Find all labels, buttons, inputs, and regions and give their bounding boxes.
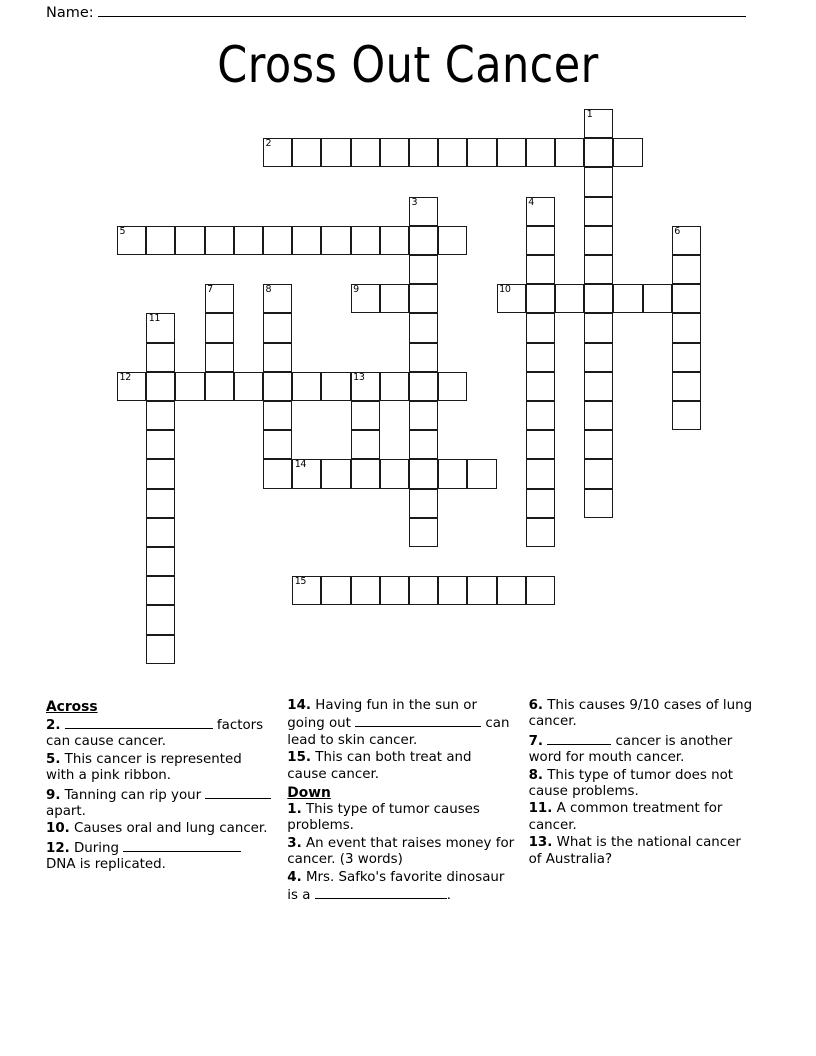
clue-number: 12. [46, 840, 70, 856]
clue-answer-blank[interactable] [315, 886, 447, 899]
grid-cell[interactable] [526, 138, 555, 167]
grid-cell[interactable] [321, 226, 350, 255]
clue-down-8 [529, 768, 756, 801]
grid-cell[interactable] [526, 518, 555, 547]
clue-answer-blank[interactable] [355, 714, 481, 727]
grid-cell[interactable] [555, 138, 584, 167]
clue-number: 5. [46, 751, 61, 767]
grid-cell[interactable] [380, 372, 409, 401]
clue-answer-blank[interactable] [205, 786, 271, 799]
grid-cell[interactable] [526, 430, 555, 459]
grid-cell[interactable] [263, 343, 292, 372]
clue-number: 15. [287, 750, 312, 766]
clue-text: This type of tumor causes problems. [287, 802, 480, 834]
grid-cell-numbered-8[interactable] [263, 284, 292, 313]
clue-column-3 [529, 698, 770, 948]
clue-text: cancer is another word for mouth cancer. [528, 733, 733, 766]
clue-answer-blank[interactable] [123, 839, 241, 852]
grid-cell[interactable] [146, 605, 175, 634]
grid-cell[interactable] [584, 138, 613, 167]
grid-cell[interactable] [205, 343, 234, 372]
grid-cell[interactable] [467, 459, 496, 488]
grid-cell[interactable] [672, 343, 701, 372]
clue-number: 13. [528, 835, 553, 851]
grid-cell-numbered-6[interactable] [672, 226, 701, 255]
grid-cell-numbered-3[interactable] [409, 197, 438, 226]
grid-cell[interactable] [467, 138, 496, 167]
grid-cell[interactable] [380, 459, 409, 488]
grid-cell[interactable] [584, 197, 613, 226]
grid-cell[interactable] [351, 401, 380, 430]
grid-cell[interactable] [321, 138, 350, 167]
grid-cell[interactable] [234, 226, 263, 255]
grid-cell[interactable] [672, 372, 701, 401]
clue-down-6 [529, 698, 756, 731]
grid-cell[interactable] [205, 313, 234, 342]
grid-cell[interactable] [146, 635, 175, 664]
grid-cell[interactable] [263, 459, 292, 488]
grid-cell[interactable] [584, 226, 613, 255]
grid-cell[interactable] [409, 226, 438, 255]
grid-cell[interactable] [409, 518, 438, 547]
grid-cell[interactable] [234, 372, 263, 401]
grid-cell[interactable] [409, 489, 438, 518]
clue-text: Tanning can rip your [60, 787, 206, 803]
grid-cell-numbered-4[interactable] [526, 197, 555, 226]
clue-number: 7. [528, 733, 543, 749]
grid-cell[interactable] [526, 255, 555, 284]
grid-cell[interactable] [146, 343, 175, 372]
clue-text: can lead to skin cancer. [287, 716, 510, 748]
grid-cell[interactable] [672, 284, 701, 313]
clue-across-5 [46, 752, 273, 785]
clue-across-15 [287, 750, 514, 783]
clue-text: Mrs. Safko's favorite dinosaur is a [287, 869, 505, 904]
grid-cell[interactable] [584, 489, 613, 518]
clue-text: This can both treat and cause cancer. [287, 750, 472, 782]
down-section-heading: Down [287, 785, 331, 802]
clue-answer-blank[interactable] [547, 732, 611, 745]
clue-text: A common treatment for cancer. [528, 801, 723, 833]
grid-cell-numbered-11[interactable] [146, 313, 175, 342]
clue-down-7 [529, 732, 756, 767]
clue-text: This type of tumor does not cause problems. [528, 767, 734, 800]
cell-number-1: 1 [586, 109, 593, 120]
grid-cell[interactable] [643, 284, 672, 313]
grid-cell[interactable] [497, 576, 526, 605]
grid-cell[interactable] [438, 372, 467, 401]
clue-text: Causes oral and lung cancer. [69, 821, 268, 837]
clue-across-10 [46, 821, 273, 837]
cell-number-13: 13 [353, 371, 365, 383]
clue-number: 14. [287, 698, 312, 713]
clue-text: DNA is replicated. [46, 857, 166, 873]
clue-text: An event that raises money for cancer. (3 words) [287, 835, 515, 868]
grid-cell[interactable] [672, 401, 701, 430]
clue-text: . [446, 888, 451, 904]
grid-cell[interactable] [263, 226, 292, 255]
clue-number: 3. [287, 835, 302, 851]
cell-number-11: 11 [148, 313, 161, 325]
clue-across-12 [46, 839, 273, 874]
grid-cell-numbered-5[interactable] [117, 226, 146, 255]
grid-cell[interactable] [409, 372, 438, 401]
clue-number: 8. [528, 767, 543, 783]
grid-cell[interactable] [526, 372, 555, 401]
cell-number-9: 9 [353, 284, 359, 296]
grid-cell[interactable] [526, 284, 555, 313]
grid-cell[interactable] [146, 226, 175, 255]
grid-cell[interactable] [526, 576, 555, 605]
clue-across-2 [46, 716, 273, 751]
grid-cell[interactable] [146, 547, 175, 576]
grid-cell-numbered-13[interactable] [351, 372, 380, 401]
clue-across-9 [46, 786, 273, 821]
grid-cell[interactable] [146, 489, 175, 518]
clue-text: apart. [46, 804, 86, 820]
clue-number: 4. [287, 869, 302, 885]
grid-cell[interactable] [146, 576, 175, 605]
grid-cell[interactable] [438, 226, 467, 255]
grid-cell[interactable] [409, 430, 438, 459]
grid-cell-numbered-15[interactable] [292, 576, 321, 605]
grid-cell[interactable] [292, 372, 321, 401]
grid-cell[interactable] [146, 459, 175, 488]
grid-cell[interactable] [584, 401, 613, 430]
cell-number-3: 3 [411, 196, 418, 208]
grid-cell[interactable] [584, 255, 613, 284]
clue-down-1 [287, 802, 514, 835]
clue-down-13 [529, 835, 756, 868]
grid-cell[interactable] [146, 372, 175, 401]
clue-text: This causes 9/10 cases of lung cancer. [528, 698, 753, 730]
grid-cell-numbered-10[interactable] [497, 284, 526, 313]
grid-cell[interactable] [438, 576, 467, 605]
grid-cell-numbered-9[interactable] [351, 284, 380, 313]
grid-cell[interactable] [526, 313, 555, 342]
clue-column-1 [46, 698, 287, 948]
grid-cell[interactable] [584, 284, 613, 313]
cell-number-14: 14 [294, 459, 307, 471]
grid-cell[interactable] [409, 459, 438, 488]
cell-number-15: 15 [294, 576, 307, 588]
cell-number-7: 7 [207, 284, 213, 296]
grid-cell[interactable] [175, 372, 204, 401]
grid-cell[interactable] [526, 459, 555, 488]
grid-cell-numbered-14[interactable] [292, 459, 321, 488]
grid-cell[interactable] [584, 459, 613, 488]
grid-cell-numbered-2[interactable] [263, 138, 292, 167]
grid-cell-numbered-12[interactable] [117, 372, 146, 401]
grid-cell[interactable] [438, 138, 467, 167]
grid-cell[interactable] [351, 226, 380, 255]
cell-number-12: 12 [119, 371, 131, 383]
grid-cell[interactable] [321, 372, 350, 401]
cell-number-4: 4 [528, 196, 535, 208]
grid-cell[interactable] [497, 138, 526, 167]
grid-cell[interactable] [672, 313, 701, 342]
grid-cell[interactable] [351, 576, 380, 605]
clues-area [46, 698, 770, 948]
clue-down-3 [287, 836, 514, 869]
grid-cell[interactable] [175, 226, 204, 255]
clue-text: During [69, 840, 124, 856]
grid-cell[interactable] [263, 372, 292, 401]
clue-text: Having fun in the sun or going out [287, 698, 477, 732]
grid-cell[interactable] [584, 167, 613, 196]
clue-answer-blank[interactable] [65, 716, 213, 729]
page-title: Cross Out Cancer [217, 36, 599, 94]
grid-cell[interactable] [146, 430, 175, 459]
grid-cell[interactable] [467, 576, 496, 605]
grid-cell[interactable] [146, 518, 175, 547]
grid-cell[interactable] [409, 255, 438, 284]
clue-down-11 [529, 801, 756, 834]
clue-text: factors can cause cancer. [46, 718, 264, 750]
grid-cell[interactable] [263, 313, 292, 342]
grid-cell[interactable] [613, 284, 642, 313]
clue-number: 11. [528, 801, 553, 817]
across-section-heading: Across [46, 699, 98, 715]
grid-cell[interactable] [380, 226, 409, 255]
grid-cell[interactable] [292, 138, 321, 167]
grid-cell[interactable] [409, 138, 438, 167]
grid-cell[interactable] [584, 430, 613, 459]
grid-cell[interactable] [351, 430, 380, 459]
grid-cell[interactable] [263, 430, 292, 459]
name-label: Name: [46, 5, 94, 21]
grid-cell[interactable] [526, 401, 555, 430]
grid-cell[interactable] [409, 313, 438, 342]
grid-cell[interactable] [205, 372, 234, 401]
grid-cell[interactable] [526, 343, 555, 372]
grid-cell[interactable] [409, 284, 438, 313]
clue-across-14 [287, 698, 514, 749]
grid-cell[interactable] [146, 401, 175, 430]
grid-cell[interactable] [438, 459, 467, 488]
clue-number: 2. [46, 718, 61, 733]
cell-number-6: 6 [674, 225, 681, 237]
grid-cell[interactable] [526, 226, 555, 255]
cell-number-8: 8 [265, 284, 272, 296]
clue-number: 6. [528, 698, 543, 713]
grid-cell[interactable] [409, 401, 438, 430]
clue-text: What is the national cancer of Australia? [528, 835, 741, 867]
grid-cell[interactable] [351, 138, 380, 167]
grid-cell[interactable] [380, 138, 409, 167]
grid-cell[interactable] [555, 284, 584, 313]
clue-number: 10. [46, 821, 70, 837]
cell-number-5: 5 [119, 225, 126, 237]
grid-cell[interactable] [526, 489, 555, 518]
clue-number: 1. [287, 802, 302, 818]
grid-cell[interactable] [409, 343, 438, 372]
grid-cell[interactable] [205, 226, 234, 255]
grid-cell[interactable] [321, 576, 350, 605]
grid-cell[interactable] [380, 284, 409, 313]
grid-cell[interactable] [584, 343, 613, 372]
grid-cell[interactable] [584, 372, 613, 401]
grid-cell[interactable] [263, 401, 292, 430]
clue-text: This cancer is represented with a pink ribbon. [46, 751, 242, 784]
grid-cell[interactable] [672, 255, 701, 284]
cell-number-2: 2 [265, 138, 272, 150]
grid-cell[interactable] [613, 138, 642, 167]
grid-cell[interactable] [584, 313, 613, 342]
grid-cell-numbered-1[interactable] [584, 109, 613, 138]
grid-cell[interactable] [292, 226, 321, 255]
grid-cell[interactable] [321, 459, 350, 488]
cell-number-10: 10 [499, 284, 511, 296]
clue-number: 9. [46, 787, 61, 803]
clue-down-4 [287, 870, 514, 905]
grid-cell[interactable] [380, 576, 409, 605]
clue-column-2 [287, 698, 528, 948]
grid-cell-numbered-7[interactable] [205, 284, 234, 313]
grid-cell[interactable] [351, 459, 380, 488]
grid-cell[interactable] [409, 576, 438, 605]
